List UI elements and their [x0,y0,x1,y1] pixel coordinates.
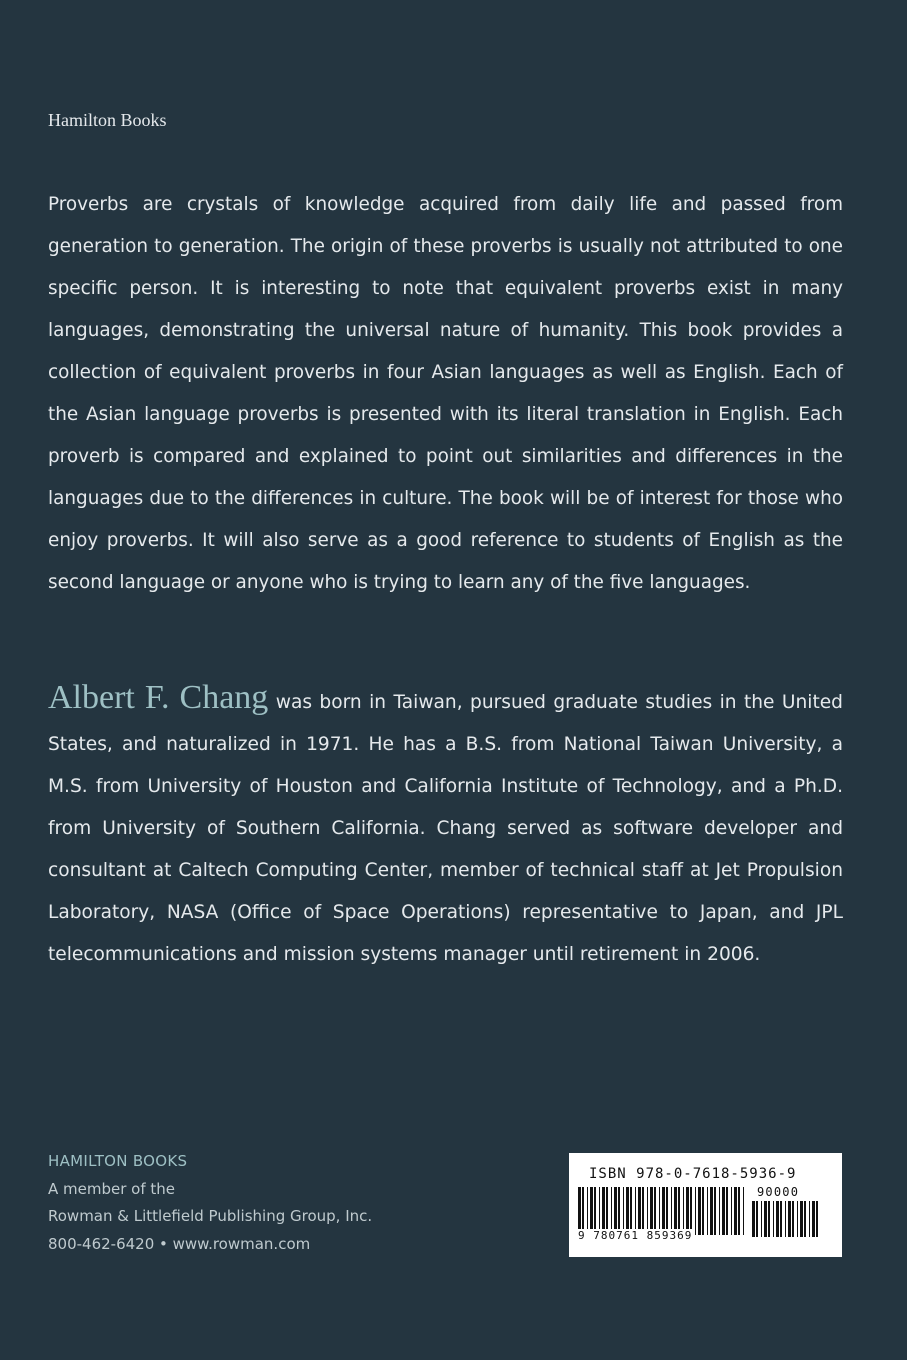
imprint-member-line: A member of the [48,1179,176,1198]
barcode-bar [647,1187,648,1235]
barcode-bar [686,1187,689,1235]
isbn-barcode [569,1153,842,1257]
barcode-bar [731,1187,732,1235]
imprint-group-line: Rowman & Littlefield Publishing Group, Inc. [48,1207,373,1225]
barcode-bar [626,1187,629,1235]
price-code: 90000 [757,1185,800,1199]
barcode-bar [780,1201,782,1237]
barcode-bar [743,1187,744,1235]
barcode-bar [734,1187,737,1235]
barcode-bar [666,1187,668,1235]
barcode-bar [635,1187,636,1235]
barcode-bar [611,1187,612,1235]
author-bio [48,679,843,976]
barcode-bar [690,1187,692,1235]
barcode-bar [683,1187,684,1235]
barcode-bar [812,1201,815,1237]
barcode-bar [800,1201,803,1237]
publisher-name-top: Hamilton Books [48,110,167,130]
barcode-bar [602,1187,605,1235]
barcode-bar [797,1201,798,1237]
book-description: Proverbs are crystals of knowledge acquired from daily life and passed from generation to generation. The origin of these proverbs is usually not attributed to one specific person. It is interesting to note that equivalent proverbs exist in many languages, demonstrating the universal nature of humanity. This book provides a collection of equivalent proverbs in four Asian languages as well as English. Each of the Asian language proverbs is presented with its literal translation in English. Each proverb is compared and explained to point out similarities and differences in the languages due to the differences in culture. The book will be of interest for those who enjoy proverbs. It will also serve as a good reference to students of English as the second language or anyone who is trying to learn any of the five languages. [48,194,843,593]
barcode-bar [599,1187,600,1235]
barcode-bar [698,1187,701,1235]
barcode-bar [630,1187,632,1235]
barcode-bar [606,1187,608,1235]
barcode-bar [738,1187,740,1235]
barcode-bar [650,1187,653,1235]
author-name: Albert F. Chang [48,679,269,716]
barcode-bar [618,1187,620,1235]
barcode-bar [662,1187,665,1235]
barcode-bar [788,1201,791,1237]
barcode-bar [719,1187,720,1235]
barcode-bar [671,1187,672,1235]
barcode-bar [809,1201,810,1237]
barcode-bar [792,1201,794,1237]
barcode-bar [707,1187,708,1235]
barcode-bar [761,1201,762,1237]
isbn-digits: 9 780761 859369 [578,1229,693,1242]
barcode-bar [590,1187,593,1235]
barcode-bar [764,1201,767,1237]
barcode-bar [659,1187,660,1235]
author-bio-text: was born in Taiwan, pursued graduate studies in the United States, and naturalized in 1971. He has a B.S. from National Taiwan University, a M.S. from University of Houston and California Institute of Technology, and a Ph.D. from University of Southern California. Chang served as software developer and consultant at Caltech Computing Center, member of technical staff at Jet Propulsion Laboratory, NASA (Office of Space Operations) representative to Japan, and JPL telecommunications and mission systems manager until retirement in 2006. [48,692,843,965]
barcode-bar [702,1187,704,1235]
barcode-bar [614,1187,617,1235]
isbn-label: ISBN 978-0-7618-5936-9 [589,1166,797,1182]
barcode-bar [582,1187,584,1235]
barcode-bar [773,1201,774,1237]
barcode-bar [578,1187,581,1235]
barcode-bar [623,1187,624,1235]
barcode-bar [714,1187,716,1235]
barcode-bar [594,1187,596,1235]
publisher-imprint [48,1148,372,1258]
barcode-bars-main [578,1187,748,1235]
barcode-bar [587,1187,588,1235]
barcode-bar [785,1201,786,1237]
imprint-contact-line: 800-462-6420 • www.rowman.com [48,1234,311,1253]
barcode-bar [776,1201,779,1237]
barcode-bar [726,1187,728,1235]
barcode-bar [816,1201,818,1237]
barcode-bar [710,1187,713,1235]
barcode-bar [678,1187,680,1235]
barcode-bar [695,1187,696,1235]
imprint-brand: HAMILTON BOOKS [48,1152,188,1170]
barcode-bar [756,1201,758,1237]
barcode-bars-addon [752,1201,822,1237]
barcode-bar [642,1187,644,1235]
barcode-bar [674,1187,677,1235]
barcode-bar [768,1201,770,1237]
barcode-bar [638,1187,641,1235]
barcode-bar [804,1201,806,1237]
barcode-bar [654,1187,656,1235]
barcode-bar [752,1201,755,1237]
barcode-bar [722,1187,725,1235]
